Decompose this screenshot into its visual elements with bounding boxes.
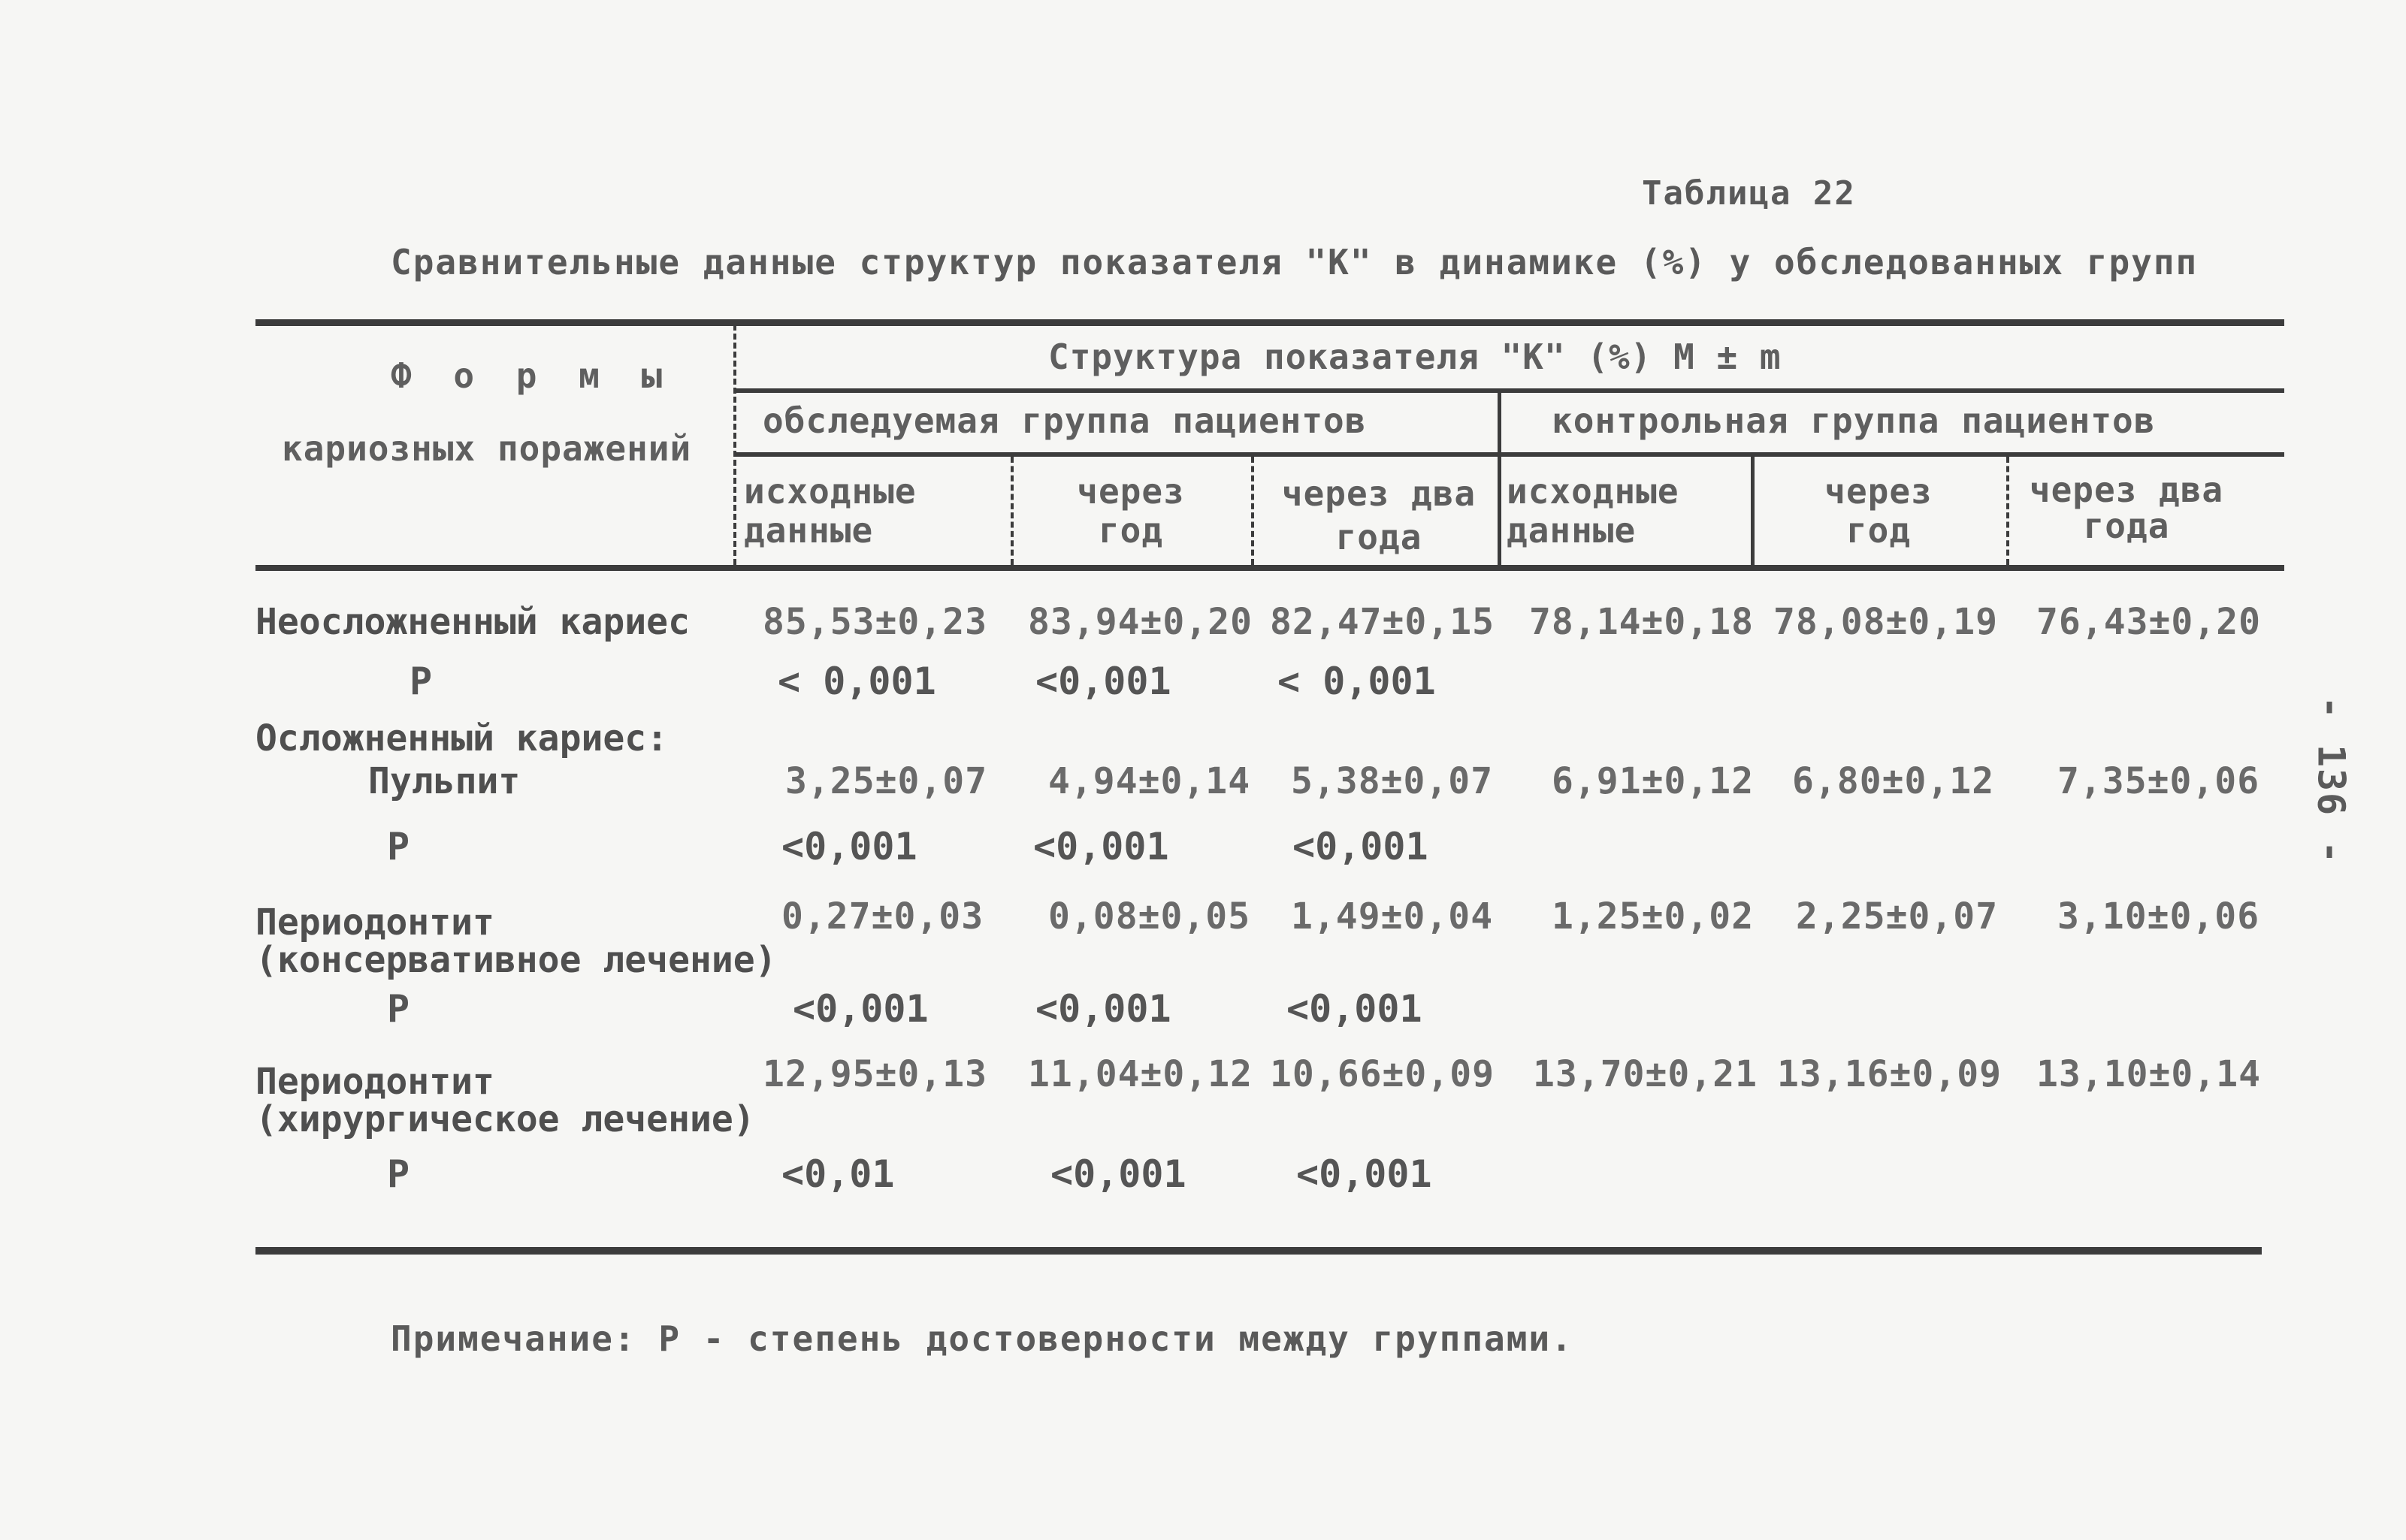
- p-label: Р: [387, 1152, 410, 1196]
- table-cell: 5,38±0,07: [1291, 760, 1494, 802]
- table-cell: 0,27±0,03: [781, 895, 984, 938]
- col-header-study-baseline: [744, 472, 917, 550]
- divider-col-2: [1251, 457, 1254, 565]
- group-control-header: контрольная группа пациентов: [1552, 400, 2156, 441]
- table-label: Таблица 22: [1642, 174, 1856, 213]
- table-cell: 1,49±0,04: [1291, 895, 1494, 938]
- p-value: <0,001: [793, 987, 929, 1031]
- table-caption: Сравнительные данные структур показателя "К" в динамике (%) у обследованных групп: [391, 242, 2199, 282]
- divider-row-label: [733, 325, 736, 565]
- table-cell: 76,43±0,20: [2036, 601, 2261, 643]
- group-rule: [736, 452, 2284, 457]
- p-value: <0,001: [1035, 660, 1171, 703]
- p-value: <0,001: [1033, 825, 1169, 868]
- col-header-line2: год: [1098, 510, 1164, 551]
- divider-col-1: [1011, 457, 1014, 565]
- table-cell: 2,25±0,07: [1796, 895, 1999, 938]
- col-header-control-baseline: [1507, 472, 1679, 550]
- group-study-header: обследуемая группа пациентов: [763, 400, 1367, 441]
- structure-header: Структура показателя "К" (%) М ± m: [1048, 337, 1782, 377]
- divider-col-5: [2006, 457, 2009, 565]
- table-cell: 78,14±0,18: [1529, 601, 1754, 643]
- p-value: < 0,001: [778, 660, 936, 703]
- table-cell: 85,53±0,23: [763, 601, 987, 643]
- col-header-line1: исходные: [744, 471, 917, 512]
- row-label: Периодонтит: [255, 1061, 494, 1103]
- row-label-header-line2: кариозных поражений: [282, 428, 692, 469]
- p-label: Р: [410, 660, 433, 703]
- table-cell: 83,94±0,20: [1028, 601, 1253, 643]
- bottom-rule: [255, 1247, 2262, 1255]
- page-number: - 136 -: [2309, 696, 2353, 865]
- table-note: Примечание: Р - степень достоверности между группами.: [391, 1318, 1573, 1359]
- p-value: < 0,001: [1277, 660, 1436, 703]
- table-cell: 12,95±0,13: [763, 1053, 987, 1095]
- table-cell: 10,66±0,09: [1270, 1053, 1495, 1095]
- table-cell: 11,04±0,12: [1028, 1053, 1253, 1095]
- table-cell: 3,10±0,06: [2057, 895, 2260, 938]
- group-heading: Осложненный кариес:: [255, 717, 669, 759]
- p-value: <0,001: [1050, 1152, 1186, 1196]
- p-value: <0,001: [1296, 1152, 1432, 1196]
- header-bottom-rule: [255, 565, 2284, 571]
- table-cell: 78,08±0,19: [1773, 601, 1998, 643]
- row-label-sub: (консервативное лечение): [255, 939, 777, 981]
- p-value: <0,001: [1035, 987, 1171, 1031]
- p-value: <0,001: [1292, 825, 1428, 868]
- table-cell: 4,94±0,14: [1048, 760, 1251, 802]
- p-value: <0,01: [781, 1152, 895, 1196]
- table-cell: 13,10±0,14: [2036, 1053, 2261, 1095]
- col-header-line1: исходные: [1507, 471, 1679, 512]
- table-cell: 6,80±0,12: [1792, 760, 1995, 802]
- row-label-sub: (хирургическое лечение): [255, 1098, 755, 1140]
- col-header-line2: данные: [1507, 510, 1637, 551]
- col-header-line1: через: [1824, 471, 1933, 512]
- table-cell: 7,35±0,06: [2057, 760, 2260, 802]
- col-header-line2: год: [1845, 510, 1912, 551]
- divider-col-4: [1751, 457, 1755, 565]
- structure-rule: [736, 388, 2284, 393]
- p-value: <0,001: [1286, 987, 1422, 1031]
- table-cell: 0,08±0,05: [1048, 895, 1251, 938]
- col-header-line2: года: [2083, 506, 2170, 546]
- col-header-line2: года: [1335, 517, 1422, 557]
- row-label: Пульпит: [368, 760, 521, 802]
- top-rule: [255, 319, 2284, 326]
- p-label: Р: [387, 825, 410, 868]
- row-label: Периодонтит: [255, 901, 494, 944]
- row-label: Неосложненный кариес: [255, 601, 690, 643]
- table-cell: 13,70±0,21: [1533, 1053, 1758, 1095]
- col-header-line2: данные: [744, 510, 874, 551]
- col-header-study-year1: [1022, 472, 1240, 550]
- table-cell: 6,91±0,12: [1552, 760, 1755, 802]
- col-header-line1: через два: [2029, 470, 2224, 510]
- p-value: <0,001: [781, 825, 917, 868]
- row-label-header-line1: Ф о р м ы: [391, 355, 673, 396]
- col-header-control-year2: [2010, 472, 2243, 544]
- table-cell: 82,47±0,15: [1270, 601, 1495, 643]
- col-header-control-year1: [1758, 472, 1999, 550]
- table-cell: 1,25±0,02: [1552, 895, 1755, 938]
- col-header-study-year2: [1259, 472, 1499, 559]
- table-cell: 3,25±0,07: [785, 760, 988, 802]
- table-cell: 13,16±0,09: [1777, 1053, 2002, 1095]
- col-header-line1: через два: [1281, 473, 1477, 514]
- col-header-line1: через: [1077, 471, 1185, 512]
- p-label: Р: [387, 987, 410, 1031]
